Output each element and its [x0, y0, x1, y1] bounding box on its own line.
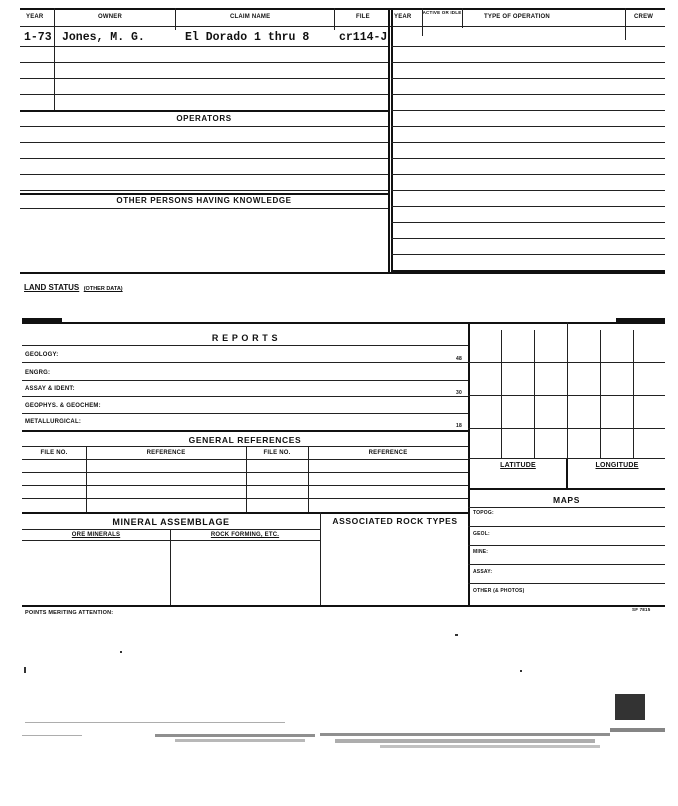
- report-label: ASSAY & IDENT:: [25, 386, 75, 392]
- col-header-active-or-idle: ACTIVE OR IDLE: [422, 10, 462, 15]
- report-label: METALLURGICAL:: [25, 419, 82, 425]
- ref-file-no-header: FILE NO.: [263, 450, 291, 456]
- entry-file: cr114-J: [339, 31, 388, 44]
- ref-file-no-header: FILE NO.: [40, 450, 68, 456]
- rock-forming-header: ROCK FORMING, ETC.: [210, 532, 280, 538]
- col-header-file: FILE: [356, 14, 370, 20]
- entry-owner: Jones, M. G.: [62, 31, 145, 44]
- form-number: SF 7815: [632, 607, 651, 612]
- latitude-label: LATITUDE: [500, 462, 536, 469]
- longitude-label: LONGITUDE: [595, 462, 639, 469]
- reports-heading: R E P O R T S: [211, 333, 279, 343]
- land-status: [24, 277, 123, 295]
- other-persons-heading: OTHER PERSONS HAVING KNOWLEDGE: [116, 196, 292, 205]
- report-number: 30: [456, 390, 462, 396]
- entry-year: 1-73: [24, 31, 52, 44]
- col-header-year: YEAR: [26, 14, 44, 20]
- report-number: 48: [456, 356, 462, 362]
- report-label: GEOPHYS. & GEOCHEM:: [25, 403, 101, 409]
- ref-reference-header: REFERENCE: [368, 450, 408, 456]
- report-label: ENGRG:: [25, 370, 51, 376]
- ref-reference-header: REFERENCE: [146, 450, 186, 456]
- ore-minerals-header: ORE MINERALS: [71, 532, 121, 538]
- map-label: GEOL:: [473, 531, 490, 537]
- map-label: ASSAY:: [473, 569, 493, 575]
- entry-claim-name: El Dorado 1 thru 8: [185, 31, 310, 44]
- col-header-claim-name: CLAIM NAME: [230, 14, 271, 20]
- associated-rock-types-heading: ASSOCIATED ROCK TYPES: [332, 516, 458, 526]
- land-status-label: LAND STATUS: [24, 283, 80, 292]
- report-label: GEOLOGY:: [25, 352, 59, 358]
- col-header-crew: CREW: [634, 14, 654, 20]
- points-meriting-attention: POINTS MERITING ATTENTION:: [25, 610, 114, 616]
- operators-heading: OPERATORS: [176, 114, 232, 123]
- general-references-heading: GENERAL REFERENCES: [188, 435, 302, 445]
- col-header-year-right: YEAR: [394, 14, 412, 20]
- map-label: OTHER (& PHOTOS): [473, 588, 525, 594]
- map-label: MINE:: [473, 549, 489, 555]
- map-label: TOPOG:: [473, 510, 494, 516]
- maps-heading: MAPS: [553, 495, 580, 505]
- col-header-owner: OWNER: [98, 14, 122, 20]
- report-number: 18: [456, 423, 462, 429]
- col-header-type-of-operation: TYPE OF OPERATION: [484, 14, 550, 20]
- mineral-assemblage-heading: MINERAL ASSEMBLAGE: [112, 517, 230, 527]
- land-status-note: (OTHER DATA): [83, 286, 123, 292]
